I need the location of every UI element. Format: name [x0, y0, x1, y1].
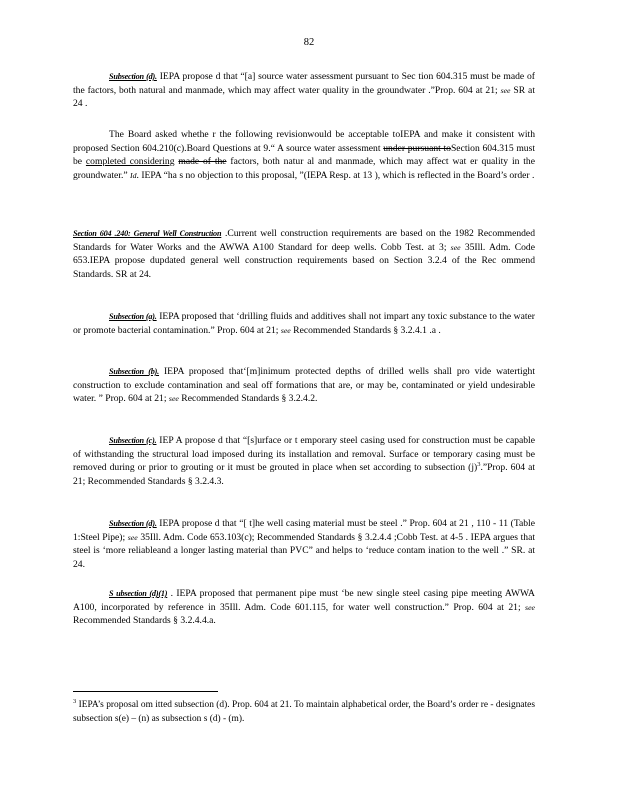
paragraph-text-tail: Recommended Standards § 3.2.4.4.a.	[73, 615, 216, 627]
paragraph-subsection-d-source-water	[73, 70, 535, 111]
paragraph-text-tail: Recommended Standards § 3.2.4.2.	[178, 393, 318, 405]
subsection-heading: Subsection (c).	[109, 436, 157, 445]
struck-text: made of the	[178, 156, 227, 168]
paragraph-text: The Board asked whethe r the following revisionwould be acceptable toIEPA and make it consistent with proposed Section 604.210(c).Board Questions at 9.“ A source water assessment	[73, 129, 535, 154]
footnote-marker: 3	[73, 697, 77, 705]
subsection-heading: S ubsection (d)(1)	[109, 589, 168, 598]
paragraph-subsection-d-casing	[73, 517, 535, 571]
paragraph-text-tail: SR at 24 .	[73, 84, 535, 110]
citation-see: see	[500, 85, 511, 95]
citation-see: see	[127, 532, 138, 542]
paragraph-text: Section 604.315 must be	[73, 142, 535, 168]
footnote-text: IEPA’s proposal om itted subsection (d). Prop. 604 at 21. To maintain alphabetical order, the Board’s order re - designates subsection s(e) – (n) as subsection s (d) - (m).	[73, 700, 535, 724]
paragraph-board-revision	[73, 128, 535, 182]
citation-see: see	[450, 242, 461, 252]
paragraph-subsection-b	[73, 365, 535, 406]
paragraph-text-tail: Recommended Standards § 3.2.4.1 .a .	[290, 324, 441, 336]
footnote-reference: 3	[477, 461, 481, 468]
footnote	[73, 699, 535, 726]
paragraph-text: IEPA propose d that “[ t]he well casing material must be steel .” Prop. 604 at 21 , 110 - 11 (Table 1:Steel Pipe);	[73, 518, 535, 543]
paragraph-text: IEPA proposed that ‘drilling fluids and additives shall not impart any toxic substance to the water or promote bacterial contamination.” Prop. 604 at 21;	[73, 311, 535, 336]
subsection-heading: Subsection (d).	[109, 519, 157, 528]
subsection-heading: Subsection (a).	[109, 312, 157, 321]
citation-id: Id	[130, 170, 137, 180]
paragraph-text: IEPA proposed that‘[m]inimum protected depths of drilled wells shall pro vide watertight construction to exclude contamination and seal off formations that are, or may be, contaminated or yield undesirable water. ” Prop. 604 at 21;	[73, 366, 535, 405]
footnote-separator	[73, 691, 218, 692]
paragraph-text: .Current well construction requirements are based on the 1982 Recommended Standards for Water Works and the AWWA A100 Standard for deep wells. Cobb Test. at 3;	[73, 228, 535, 253]
paragraph-subsection-d1	[73, 587, 535, 628]
paragraph-text: factors, both natur al and manmade, which may affect wat er quality in the groundwater.”	[73, 156, 535, 181]
paragraph-text-tail: 35Ill. Adm. Code 653.IEPA propose dupdated general well construction requirements based on Section 3.2.4 of the Rec ommend Standards. SR at 24.	[73, 241, 535, 280]
section-heading: Section 604 .240: General Well Construction	[73, 229, 222, 238]
paragraph-text: IEPA propose d that “[a] source water assessment pursuant to Sec tion 604.315 must be made of the factors, both natural and manmade, which may affect water quality in the groundwater .”Prop. 604 at 21;	[73, 71, 535, 96]
inserted-text: completed considering	[85, 156, 175, 168]
citation-see: see	[280, 325, 291, 335]
paragraph-text: IEP A propose d that “[s]urface or t emporary steel casing used for construction must be capable of withstanding the structural load imposed during its installation and removal. Surface or temporary casing must be removed during or prior to grouting or it must be grouted in place when set according to subsection (j)	[73, 435, 535, 474]
paragraph-subsection-c	[73, 434, 535, 488]
struck-text: under pursuant to	[383, 142, 451, 154]
paragraph-text-tail: 35Ill. Adm. Code 653.103(c); Recommended Standards § 3.2.4.4 ;Cobb Test. at 4-5 . IEPA argues that steel is ‘more reliableand a longer lasting material than PVC” and helps to ‘reduce contam ination to the well .” SR. at 24.	[73, 531, 535, 570]
page-number: 82	[303, 37, 315, 48]
subsection-heading: Subsection (b).	[109, 367, 160, 376]
paragraph-text-tail: .”Prop. 604 at 21; Recommended Standards § 3.2.4.3.	[73, 462, 536, 487]
paragraph-text: . IEPA proposed that permanent pipe must ‘be new single steel casing pipe meeting AWWA A100, incorporated by reference in 35Ill. Adm. Code 601.115, for water well construction.” Prop. 604 at 21;	[73, 588, 535, 613]
subsection-heading: Subsection (d).	[109, 72, 157, 81]
citation-see: see	[525, 602, 535, 612]
paragraph-subsection-a	[73, 310, 535, 337]
paragraph-section-604-240	[73, 227, 535, 281]
paragraph-text: . IEPA “ha s no objection to this proposal, ”(IEPA Resp. at 13 ), which is reflected in the Board’s order .	[136, 169, 535, 181]
citation-see: see	[168, 394, 179, 404]
